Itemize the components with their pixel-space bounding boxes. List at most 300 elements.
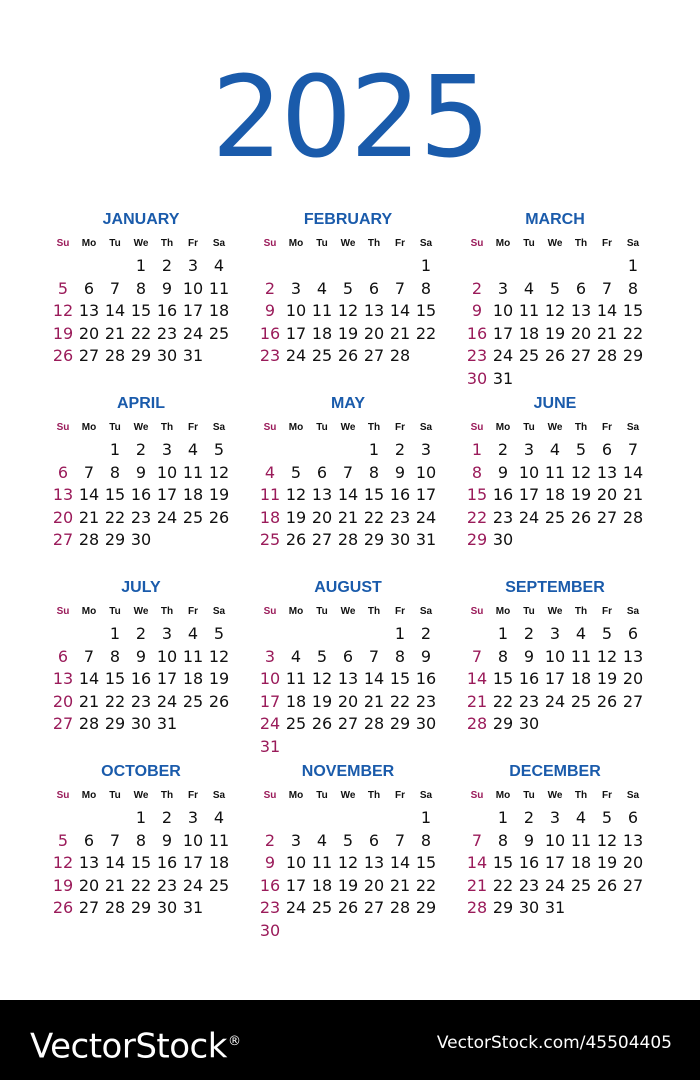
weekday-header: Th (160, 606, 174, 617)
day-cell: 14 (622, 462, 644, 482)
day-cell: 10 (156, 646, 178, 666)
day-cell-sunday: 10 (259, 669, 281, 688)
day-cell: 4 (290, 646, 302, 666)
weekday-header-row (257, 785, 439, 807)
day-cell: 26 (208, 507, 230, 527)
logo-text: VectorStock (30, 1026, 227, 1067)
weekday-header: Fr (188, 422, 198, 433)
day-cell: 29 (415, 898, 437, 917)
day-cell: 24 (182, 323, 204, 343)
day-cell: 19 (208, 485, 230, 504)
day-cell: 11 (208, 830, 230, 850)
weekday-header: Fr (602, 790, 612, 801)
day-cell: 29 (130, 346, 152, 365)
day-cell: 18 (285, 691, 307, 711)
day-cell: 5 (213, 624, 225, 643)
weekday-header: Su (263, 422, 277, 433)
day-cell-sunday: 9 (264, 853, 276, 872)
month-name: NOVEMBER (301, 763, 395, 780)
weekday-header: Sa (626, 238, 640, 249)
day-cell: 12 (311, 669, 333, 688)
day-cell: 30 (518, 898, 540, 917)
day-cell: 29 (389, 714, 411, 733)
day-cell: 27 (596, 507, 618, 527)
day-cell: 2 (135, 440, 147, 459)
weekday-header: We (340, 422, 356, 433)
month-august (257, 577, 439, 756)
weekday-header-row (464, 417, 646, 439)
day-cell: 20 (622, 853, 644, 872)
day-cell: 5 (342, 830, 354, 850)
day-cell: 1 (135, 808, 147, 827)
day-cell: 19 (596, 669, 618, 688)
day-cell: 1 (420, 808, 432, 827)
weekday-header-row (257, 417, 439, 439)
day-cell-sunday: 13 (52, 485, 74, 504)
day-cell: 1 (497, 808, 509, 827)
day-cell: 31 (156, 714, 178, 733)
weekday-header: Mo (288, 422, 304, 433)
weekday-header: Tu (523, 422, 535, 433)
day-cell: 9 (420, 646, 432, 666)
day-cell-sunday: 27 (52, 530, 74, 549)
day-cell: 4 (213, 808, 225, 827)
month-name: DECEMBER (509, 763, 601, 780)
weekday-header-row (50, 417, 232, 439)
weekday-header: Tu (316, 238, 328, 249)
day-cell-sunday: 4 (264, 462, 276, 482)
weekday-header: Tu (109, 238, 121, 249)
day-cell: 20 (570, 323, 592, 343)
weekday-header: Th (160, 790, 174, 801)
weekday-header: Th (367, 606, 381, 617)
day-cell: 27 (337, 714, 359, 733)
day-cell: 3 (161, 440, 173, 459)
day-cell: 25 (544, 507, 566, 527)
day-cell: 10 (544, 646, 566, 666)
day-cell: 29 (622, 346, 644, 365)
day-cell: 19 (285, 507, 307, 527)
day-cell: 20 (78, 323, 100, 343)
day-cell-sunday: 5 (57, 830, 69, 850)
day-cell: 26 (596, 875, 618, 895)
day-cell-sunday: 8 (471, 462, 483, 482)
day-cell: 25 (518, 346, 540, 365)
day-cell: 24 (518, 507, 540, 527)
day-cell: 15 (492, 669, 514, 688)
day-cell: 3 (420, 440, 432, 459)
day-cell: 24 (156, 691, 178, 711)
day-cell-sunday: 16 (259, 323, 281, 343)
day-cell-sunday: 23 (259, 898, 281, 917)
day-cell: 9 (135, 462, 147, 482)
day-cell-sunday: 14 (466, 853, 488, 872)
day-cell: 23 (130, 691, 152, 711)
day-cell: 14 (363, 669, 385, 688)
day-cell: 10 (182, 830, 204, 850)
day-cell: 14 (389, 853, 411, 872)
day-cell: 18 (518, 323, 540, 343)
day-cell: 1 (420, 256, 432, 275)
day-cell: 20 (337, 691, 359, 711)
weekday-header: Fr (602, 422, 612, 433)
day-cell-sunday: 13 (52, 669, 74, 688)
day-cell: 28 (104, 898, 126, 917)
day-cell: 9 (135, 646, 147, 666)
day-cell: 30 (415, 714, 437, 733)
day-cell: 30 (130, 530, 152, 549)
weekday-header: We (133, 790, 149, 801)
year-title: 2025 (211, 53, 489, 183)
weekday-header-row (464, 785, 646, 807)
day-cell: 26 (570, 507, 592, 527)
day-cell: 2 (394, 440, 406, 459)
day-cell: 5 (601, 624, 613, 643)
day-cell: 11 (311, 301, 333, 320)
day-cell-sunday: 18 (259, 507, 281, 527)
day-cell: 8 (420, 830, 432, 850)
day-cell: 15 (622, 301, 644, 320)
day-cell: 13 (622, 830, 644, 850)
day-cell: 2 (523, 624, 535, 643)
weekday-header-row (50, 233, 232, 255)
day-cell: 7 (109, 830, 121, 850)
day-cell: 30 (156, 898, 178, 917)
day-cell: 13 (78, 853, 100, 872)
day-cell: 30 (156, 346, 178, 365)
day-cell: 8 (135, 830, 147, 850)
weekday-header: We (340, 790, 356, 801)
weekday-header: Tu (523, 606, 535, 617)
month-april (50, 393, 232, 549)
day-cell: 31 (544, 898, 566, 917)
weekday-header: Fr (395, 422, 405, 433)
day-cell: 16 (389, 485, 411, 504)
day-cell: 12 (570, 462, 592, 482)
day-cell: 22 (492, 875, 514, 895)
weekday-header-row (257, 601, 439, 623)
day-cell: 20 (596, 485, 618, 504)
weekday-header: Mo (495, 238, 511, 249)
day-cell-sunday: 23 (466, 346, 488, 365)
day-cell: 20 (622, 669, 644, 688)
weekday-header: We (133, 606, 149, 617)
vectorstock-logo (30, 1020, 241, 1067)
day-cell-sunday: 28 (466, 898, 488, 917)
day-cell: 20 (363, 875, 385, 895)
day-cell: 18 (182, 669, 204, 688)
weekday-header: We (133, 238, 149, 249)
day-cell: 26 (311, 714, 333, 733)
day-cell: 17 (156, 669, 178, 688)
day-cell: 4 (575, 808, 587, 827)
day-cell: 26 (285, 530, 307, 549)
month-march (464, 209, 646, 388)
weekday-header: Su (470, 790, 484, 801)
day-cell: 30 (518, 714, 540, 733)
day-cell: 3 (161, 624, 173, 643)
day-cell: 10 (156, 462, 178, 482)
day-cell: 24 (415, 507, 437, 527)
day-cell-sunday: 9 (471, 301, 483, 320)
image-id: VectorStock.com/45504405 (436, 1033, 672, 1053)
day-cell: 19 (570, 485, 592, 504)
day-cell: 16 (518, 669, 540, 688)
weekday-header: Sa (419, 606, 433, 617)
day-cell: 16 (156, 853, 178, 872)
day-cell: 27 (363, 898, 385, 917)
day-cell: 28 (389, 346, 411, 365)
registered-mark: ® (227, 1034, 241, 1049)
day-cell: 21 (622, 485, 644, 504)
day-cell: 12 (208, 646, 230, 666)
weekday-header: Tu (523, 238, 535, 249)
weekday-header: Fr (395, 790, 405, 801)
weekday-header: Mo (288, 790, 304, 801)
day-cell: 7 (83, 646, 95, 666)
weekday-header: Sa (419, 422, 433, 433)
day-cell: 28 (78, 714, 100, 733)
day-cell: 28 (337, 530, 359, 549)
day-cell: 3 (187, 808, 199, 827)
day-cell-sunday: 23 (259, 346, 281, 365)
day-cell: 31 (415, 530, 437, 549)
day-cell: 2 (523, 808, 535, 827)
day-cell: 25 (311, 898, 333, 917)
month-june (464, 393, 646, 549)
day-cell: 8 (109, 462, 121, 482)
day-cell: 10 (182, 278, 204, 298)
day-cell: 7 (601, 278, 613, 298)
day-cell-sunday: 3 (264, 646, 276, 666)
day-cell: 15 (130, 301, 152, 320)
day-cell: 15 (415, 853, 437, 872)
day-cell: 16 (518, 853, 540, 872)
day-cell: 13 (337, 669, 359, 688)
day-cell-sunday: 5 (57, 278, 69, 298)
weekday-header: Th (574, 238, 588, 249)
day-cell: 12 (285, 485, 307, 504)
month-january (50, 209, 232, 365)
day-cell: 12 (544, 301, 566, 320)
weekday-header: Sa (212, 238, 226, 249)
weekday-header: Su (263, 606, 277, 617)
day-cell: 19 (311, 691, 333, 711)
day-cell: 8 (497, 646, 509, 666)
weekday-header: Tu (109, 606, 121, 617)
weekday-header: Sa (626, 606, 640, 617)
weekday-header-row (464, 601, 646, 623)
month-name: JANUARY (102, 211, 180, 228)
day-cell: 7 (368, 646, 380, 666)
day-cell: 25 (570, 691, 592, 711)
day-cell: 15 (415, 301, 437, 320)
day-cell: 14 (389, 301, 411, 320)
day-cell-sunday: 16 (466, 323, 488, 343)
day-cell: 8 (135, 278, 147, 298)
day-cell: 20 (78, 875, 100, 895)
day-cell: 3 (549, 808, 561, 827)
day-cell: 4 (316, 278, 328, 298)
day-cell: 3 (290, 830, 302, 850)
day-cell: 9 (523, 830, 535, 850)
day-cell: 28 (596, 346, 618, 365)
day-cell: 5 (575, 440, 587, 459)
day-cell-sunday: 20 (52, 507, 74, 527)
day-cell: 3 (290, 278, 302, 298)
day-cell: 6 (342, 646, 354, 666)
day-cell: 8 (368, 462, 380, 482)
day-cell: 27 (311, 530, 333, 549)
weekday-header-row (257, 233, 439, 255)
weekday-header: Tu (523, 790, 535, 801)
day-cell: 31 (492, 368, 514, 388)
day-cell-sunday: 21 (466, 691, 488, 711)
day-cell: 18 (570, 853, 592, 872)
day-cell: 26 (337, 898, 359, 917)
weekday-header: We (340, 606, 356, 617)
day-cell: 17 (544, 669, 566, 688)
day-cell: 14 (104, 301, 126, 320)
day-cell-sunday: 31 (259, 736, 281, 756)
day-cell-sunday: 9 (264, 301, 276, 320)
month-july (50, 577, 232, 733)
day-cell: 19 (544, 323, 566, 343)
day-cell-sunday: 19 (52, 323, 74, 343)
day-cell: 23 (156, 323, 178, 343)
weekday-header: Fr (395, 238, 405, 249)
day-cell: 13 (596, 462, 618, 482)
day-cell: 29 (492, 898, 514, 917)
day-cell: 18 (208, 301, 230, 320)
day-cell: 21 (104, 875, 126, 895)
day-cell: 17 (182, 853, 204, 872)
day-cell-sunday: 28 (466, 714, 488, 733)
day-cell: 11 (570, 830, 592, 850)
weekday-header: Mo (288, 238, 304, 249)
weekday-header: Su (470, 238, 484, 249)
day-cell: 4 (213, 256, 225, 275)
day-cell: 9 (497, 462, 509, 482)
weekday-header-row (464, 233, 646, 255)
day-cell: 1 (497, 624, 509, 643)
day-cell: 28 (104, 346, 126, 365)
day-cell: 29 (363, 530, 385, 549)
day-cell: 1 (109, 624, 121, 643)
weekday-header: Mo (81, 606, 97, 617)
day-cell: 5 (316, 646, 328, 666)
day-cell: 1 (135, 256, 147, 275)
day-cell: 25 (208, 323, 230, 343)
weekday-header: Sa (212, 422, 226, 433)
weekday-header: Tu (316, 790, 328, 801)
day-cell: 21 (104, 323, 126, 343)
day-cell: 13 (363, 853, 385, 872)
day-cell: 27 (622, 691, 644, 711)
weekday-header: Tu (316, 606, 328, 617)
day-cell: 9 (523, 646, 535, 666)
day-cell: 13 (622, 646, 644, 666)
day-cell: 4 (316, 830, 328, 850)
day-cell: 16 (156, 301, 178, 320)
weekday-header: Fr (188, 606, 198, 617)
day-cell: 24 (544, 875, 566, 895)
day-cell: 4 (187, 440, 199, 459)
weekday-header: We (547, 238, 563, 249)
weekday-header: Th (367, 422, 381, 433)
month-name: MAY (330, 395, 366, 412)
weekday-header: Th (160, 422, 174, 433)
month-september (464, 577, 646, 733)
weekday-header: Fr (188, 790, 198, 801)
weekday-header: Mo (288, 606, 304, 617)
day-cell: 21 (78, 507, 100, 527)
month-december (464, 761, 646, 917)
day-cell: 29 (104, 714, 126, 733)
day-cell: 11 (285, 669, 307, 688)
day-cell: 29 (130, 898, 152, 917)
day-cell: 9 (394, 462, 406, 482)
day-cell: 10 (285, 853, 307, 872)
day-cell: 22 (622, 323, 644, 343)
day-cell: 3 (187, 256, 199, 275)
day-cell-sunday: 7 (471, 830, 483, 850)
day-cell: 27 (570, 346, 592, 365)
day-cell: 10 (518, 462, 540, 482)
day-cell: 22 (104, 507, 126, 527)
weekday-header: Su (263, 790, 277, 801)
month-name: OCTOBER (101, 763, 181, 780)
day-cell: 30 (389, 530, 411, 549)
day-cell: 12 (596, 830, 618, 850)
day-cell: 23 (492, 507, 514, 527)
day-cell: 2 (135, 624, 147, 643)
day-cell-sunday: 2 (264, 830, 276, 850)
weekday-header: Th (574, 606, 588, 617)
day-cell: 7 (342, 462, 354, 482)
day-cell: 21 (389, 323, 411, 343)
day-cell: 12 (596, 646, 618, 666)
day-cell: 17 (492, 323, 514, 343)
day-cell: 28 (622, 507, 644, 527)
day-cell: 10 (544, 830, 566, 850)
day-cell: 25 (208, 875, 230, 895)
day-cell: 11 (544, 462, 566, 482)
day-cell: 5 (290, 462, 302, 482)
day-cell: 26 (208, 691, 230, 711)
day-cell-sunday: 7 (471, 646, 483, 666)
day-cell: 22 (104, 691, 126, 711)
weekday-header: Sa (626, 422, 640, 433)
weekday-header: Su (470, 606, 484, 617)
day-cell: 8 (420, 278, 432, 298)
day-cell: 18 (311, 323, 333, 343)
day-cell: 22 (130, 875, 152, 895)
day-cell-sunday: 27 (52, 714, 74, 733)
weekday-header: Su (56, 238, 70, 249)
day-cell-sunday: 30 (259, 920, 281, 940)
day-cell: 17 (285, 875, 307, 895)
weekday-header: Su (56, 422, 70, 433)
day-cell: 21 (596, 323, 618, 343)
month-may (257, 393, 439, 549)
day-cell: 13 (363, 301, 385, 320)
day-cell: 24 (285, 898, 307, 917)
day-cell: 26 (337, 346, 359, 365)
day-cell-sunday: 22 (466, 507, 488, 527)
day-cell: 1 (627, 256, 639, 275)
weekday-header: We (547, 606, 563, 617)
